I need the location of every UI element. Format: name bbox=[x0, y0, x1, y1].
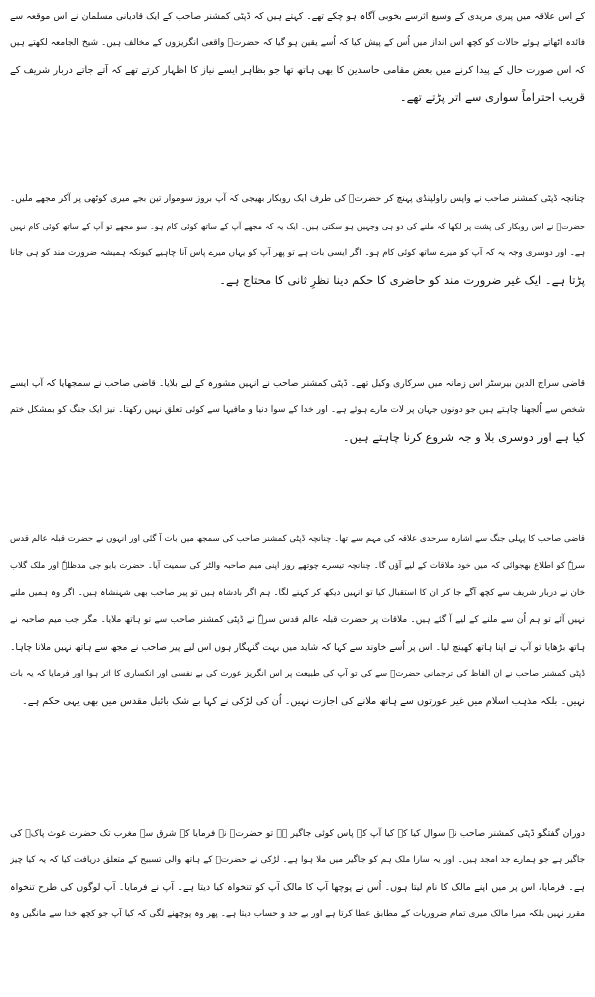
text-line: نہیں۔ بلکہ مذہب اسلام میں غیر عورتوں سے ہاتھ ملانے کی اجازت نہیں۔ اُن کی لڑکی نے کہا بے شک بائبل مقدس میں بھی یہی حکم ہے۔ bbox=[22, 696, 585, 707]
text-line: قاضی صاحب کا پہلی جنگ سے اشارہ سرحدی علاقہ کی مہم سے تھا۔ چنانچہ ڈپٹی کمشنر صاحب کی سمجھ میں بات آ گئی اور انہوں نے حضرت قبلہ عالم قدس bbox=[10, 534, 585, 544]
text-line: خان نے دربار شریف سے کچھ آگے جا کر ان کا استقبال کیا تو انہیں دیکھ کر کہنے لگا۔ ہم اگر بادشاہ ہیں تو پیر صاحب بھی شہنشاہ ہیں۔ اگر وہ ہمیں ملنے bbox=[10, 588, 585, 598]
text-line: مقرر نہیں بلکہ میرا مالک میری تمام ضروریات کے مطابق عطا کرتا ہے اور بے حد و حساب دیتا ہے۔ پھر وہ پوچھنے لگی کہ کیا آپ جو کچھ خدا سے مانگیں وہ bbox=[10, 909, 585, 919]
text-line: جاگیر ہے جو ہمارے جد امجد ہیں۔ اور یہ سارا ملک ہم کو جاگیر میں ملا ہوا ہے۔ لڑکی نے حضرتؒ کے ہاتھ والی تسبیح کے متعلق دریافت کیا کہ یہ کیا چیز bbox=[10, 855, 585, 865]
paragraph-1 bbox=[10, 3, 585, 111]
text-line: ہے۔ فرمایا، اس پر میں اپنے مالک کا نام لیتا ہوں۔ اُس نے پوچھا آپ کا مالک آپ کو تنخواہ کیا دیتا ہے۔ آپ نے فرمایا۔ آپ لوگوں کی طرح تنخواہ bbox=[10, 882, 585, 893]
text-line: قاضی سراج الدین بیرسٹر اس زمانہ میں سرکاری وکیل تھے۔ ڈپٹی کمشنر صاحب نے انہیں مشورہ کے لیے بلایا۔ قاضی صاحب نے سمجھایا کہ آپ ایسے bbox=[10, 378, 585, 389]
paragraph-5 bbox=[10, 820, 585, 928]
paragraph-4 bbox=[10, 526, 585, 715]
text-line: ڈپٹی کمشنر صاحب نے ان الفاظ کی ترجمانی حضرتؒ سے کی تو آپ کی طبیعت پر اس انگریز عورت کی بے نفسی اور انکساری کا اثر ہوا اور فرمایا کہ یہ بات bbox=[10, 669, 585, 679]
text-line: کیا ہے اور دوسری بلا و جہ شروع کرنا چاہتے ہیں۔ bbox=[342, 430, 585, 444]
paragraph-2 bbox=[10, 186, 585, 294]
paragraph-3 bbox=[10, 370, 585, 451]
text-line: حضرتؒ نے اس روبکار کی پشت پر لکھا کہ ملنے کی دو ہی وجہیں ہو سکتی ہیں۔ ایک یہ کہ مجھے آپ کے ساتھ کوئی کام ہو۔ سو مجھے تو آپ کے ساتھ کوئی کام نہیں bbox=[10, 222, 585, 231]
text-line: ہے۔ اور دوسری وجہ یہ کہ آپ کو میرے ساتھ کوئی کام ہو۔ اگر ایسی بات ہے تو پھر آپ کو یہاں میرے پاس آنا چاہیے کیونکہ ہمیشہ ضرورت مند کو ہی جانا bbox=[10, 248, 585, 258]
text-line: دوران گفتگو ڈپٹی کمشنر صاحب نے سوال کیا کہ کیا آپ کے پاس کوئی جاگیر ہے تو حضرتؒ نے فرمایا کہ شرق سے مغرب تک حضرت غوث پاکؒ کی bbox=[10, 828, 585, 839]
text-line: قریب احتراماً سواری سے اتر پڑتے تھے۔ bbox=[399, 90, 585, 104]
text-line: نہیں آئے تو ہم اُن سے ملنے کے لیے آ گئے ہیں۔ ملاقات پر حضرت قبلہ عالم قدس سرہٗ نے ڈپٹی کمشنر صاحب سے تو ہاتھ ملایا۔ مگر جب میم صاحبہ نے bbox=[10, 615, 585, 625]
text-line: فائدہ اٹھاتے ہوئے حالات کو کچھ اس انداز میں اُس کے پیش کیا کہ اُسے یقین ہو گیا کہ حضرتؒ واقعی انگریزوں کے مخالف ہیں۔ شیخ الجامعہ لکھتے ہیں bbox=[10, 38, 585, 48]
text-line: چنانچہ ڈپٹی کمشنر صاحب نے واپس راولپنڈی پہنچ کر حضرتؒ کی طرف ایک روبکار بھیجی کہ آپ بروز سوموار تین بجے میری کوٹھی پر آکر مجھے ملیں۔ bbox=[10, 194, 585, 204]
text-line: کہ اس صورت حال کے پیدا کرنے میں بعض مقامی حاسدین کا بھی ہاتھ تھا جو بظاہر ایسے نیاز کا اظہار کرتے تھے کہ آتے جاتے دربار شریف کے bbox=[10, 65, 585, 76]
text-line: ہاتھ بڑھایا تو آپ نے اپنا ہاتھ کھینچ لیا۔ اس پر اُسے خاوند سے کہا کہ شاید میں بہت گنہگار ہوں اس لیے پیر صاحب نے مجھ سے ہاتھ نہیں ملانا چاہا۔ bbox=[10, 642, 585, 653]
text-line: کے اس علاقہ میں پیری مریدی کے وسیع اثرسے بخوبی آگاہ ہو چکے تھے۔ کہتے ہیں کہ ڈپٹی کمشنر صاحب کے ایک قادیانی مسلمان نے اس موقعہ سے bbox=[10, 11, 585, 22]
text-line: سرہٗ کو اطلاع بھجوائی کہ میں خود ملاقات کے لیے آؤں گا۔ چنانچہ تیسرے چوتھے روز اپنی میم صاحبہ والٹر کی سمیت آیا۔ حضرت بابو جی مدظلہٗ اور ملک گلاب bbox=[10, 561, 585, 571]
text-line: پڑتا ہے۔ ایک غیر ضرورت مند کو حاضری کا حکم دینا نظرِ ثانی کا محتاج ہے۔ bbox=[219, 273, 585, 287]
text-line: شخص سے اُلجھنا چاہتے ہیں جو دونوں جہان پر لات مارے ہوئے ہے۔ اور خدا کے سوا دنیا و مافیہا سے کوئی تعلق نہیں رکھتا۔ نیز ایک جنگ کو بمشکل ختم bbox=[10, 405, 585, 415]
